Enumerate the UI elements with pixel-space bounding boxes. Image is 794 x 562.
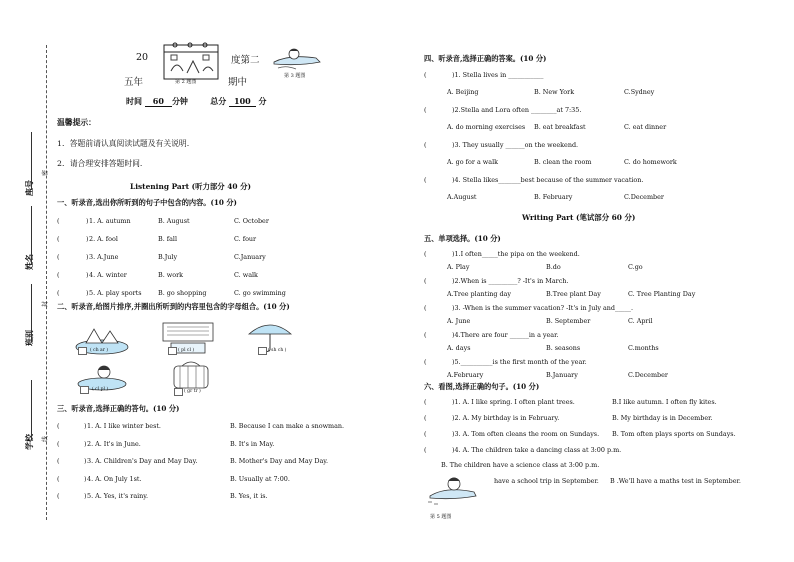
score-unit: 分 [258, 96, 267, 106]
listening-title: Listening Part (听力部分 40 分) [130, 182, 251, 191]
option-c: C. October [234, 217, 269, 225]
binding-class-line [31, 284, 32, 342]
fig2-caption: 第 2 题图 [175, 79, 197, 85]
s2-heading: 二、听录音,给图片排序,并圈出所听到的内容里包含的字母组合。(10 分) [57, 302, 290, 311]
option-a: 3. A. Children's Day and May Day. [87, 457, 198, 465]
answer-paren-open[interactable]: ( [424, 398, 427, 406]
answer-paren-open[interactable]: ( [424, 430, 427, 438]
option-a: A. Play [447, 263, 470, 271]
option-a: A. go for a walk [447, 158, 498, 166]
option-b: B. Yes, it is. [230, 492, 268, 500]
answer-paren-close: ) [84, 439, 87, 448]
s5-heading: 五、单项选择。(10 分) [424, 234, 501, 243]
option-c: C. eat dinner [624, 123, 667, 131]
answer-paren-open[interactable]: ( [424, 250, 427, 258]
answer-paren-open[interactable]: ( [57, 217, 60, 225]
title-line2-b: 期中 [228, 77, 248, 88]
answer-paren-open[interactable]: ( [57, 271, 60, 279]
answer-paren-open[interactable]: ( [424, 141, 427, 149]
binding-seat-line [31, 132, 32, 190]
option-a: )1. A. I like spring. I often plant trees. [452, 398, 575, 406]
option-b: B. eat breakfast [534, 123, 586, 131]
option-a: A.February [447, 371, 484, 379]
answer-paren-open[interactable]: ( [57, 439, 60, 448]
answer-paren-open[interactable]: ( [57, 253, 60, 261]
binding-school-label: 学校 [24, 434, 34, 450]
answer-paren-open[interactable]: ( [57, 492, 60, 500]
binding-seat-label: 座号 [24, 180, 34, 196]
option-c: C.December [628, 371, 668, 379]
question-text: )1.I often_____the pipa on the weekend. [452, 250, 580, 258]
answer-paren-open[interactable]: ( [424, 176, 427, 184]
option-b: B. It's in May. [230, 439, 275, 448]
option-b: B.Tree plant Day [546, 290, 601, 298]
option-c: C. Tree Planting Day [628, 290, 696, 298]
writing-title: Writing Part (笔试部分 60 分) [522, 213, 636, 222]
binding-mark-mi: 密 [42, 169, 49, 176]
option-b: B. New York [534, 88, 575, 96]
time-label: 时间 [126, 96, 142, 106]
question-text: )4. Stella likes_______best because of the summer vacation. [452, 176, 644, 184]
s2-answer-box-1[interactable] [78, 347, 87, 355]
answer-paren-close: ) [86, 217, 89, 225]
score-value: 100 [229, 96, 256, 107]
s6-fig5-caption: 第 5 题图 [430, 514, 452, 520]
s2-label-5: ( gr tr ) [184, 389, 201, 394]
answer-paren-close: ) [84, 492, 87, 500]
s3-heading: 三、听录音,选择正确的答句。(10 分) [57, 404, 180, 413]
s2-answer-box-2[interactable] [168, 347, 177, 355]
binding-mark-xian: 线 [42, 435, 49, 442]
title-line2-a: 五年 [124, 77, 144, 88]
option-b: B. Usually at 7:00. [230, 474, 290, 483]
time-row [126, 96, 267, 107]
option-a: 4. A. winter [89, 271, 127, 279]
option-b: B. February [534, 193, 573, 201]
option-a: A. June [447, 317, 471, 325]
answer-paren-open[interactable]: ( [424, 304, 427, 312]
answer-paren-close: ) [84, 474, 87, 483]
option-c: C.months [628, 344, 659, 352]
binding-dashed-line [46, 45, 47, 520]
option-c: C.December [624, 193, 664, 201]
s2-label-3: ( sh ch ) [268, 348, 287, 353]
answer-paren-close: ) [86, 253, 89, 261]
binding-name-label: 姓名 [24, 254, 34, 270]
kid-flying-picture [270, 46, 322, 72]
answer-paren-open[interactable]: ( [424, 106, 427, 114]
s1-heading: 一、听录音,选出你所听到的句子中包含的内容。(10 分) [57, 198, 237, 207]
binding-name-line [31, 206, 32, 264]
title-part2: 度第二 [231, 55, 260, 66]
question-text: )2.Stella and Lora often ________at 7:35. [452, 106, 582, 114]
answer-paren-close: ) [84, 422, 87, 430]
option-b: B. August [158, 217, 190, 225]
score-label: 总分 [210, 96, 227, 106]
question-text: )2.When is _________? -It's in March. [452, 277, 569, 285]
time-value: 60 [145, 96, 172, 107]
answer-paren-close: ) [86, 289, 89, 297]
question-text: )4.There are four ______in a year. [452, 331, 559, 339]
option-c: C.January [234, 253, 266, 261]
s4-heading: 四、听录音,选择正确的答案。(10 分) [424, 54, 547, 63]
option-a: A. Beijing [447, 88, 479, 96]
s6-row4-option-b: B. The children have a science class at 3:00 p.m. [441, 461, 600, 469]
fig3-caption: 第 3 题图 [284, 73, 306, 79]
answer-paren-open[interactable]: ( [424, 331, 427, 339]
s2-answer-box-4[interactable] [80, 386, 89, 394]
option-a: 5. A. Yes, it's rainy. [87, 492, 149, 500]
option-a: 2. A. It's in June. [87, 439, 141, 448]
option-c: C. April [628, 317, 653, 325]
option-a: )3. A. Tom often cleans the room on Sundays. [452, 430, 600, 438]
option-a: A. do morning exercises [447, 123, 526, 131]
option-c: C. four [234, 235, 257, 243]
answer-paren-open[interactable]: ( [424, 277, 427, 285]
option-b: B. Mother's Day and May Day. [230, 457, 329, 465]
option-c: C.go [628, 263, 643, 271]
option-a: 3. A.June [89, 253, 119, 261]
binding-school-line [31, 380, 32, 440]
answer-paren-close: ) [84, 457, 87, 465]
answer-paren-open[interactable]: ( [57, 422, 60, 430]
s6-fig5-picture [424, 472, 480, 508]
option-b: B. My birthday is in December. [612, 414, 713, 422]
title-part1: 20 [136, 52, 149, 63]
answer-paren-open[interactable]: ( [424, 71, 427, 79]
option-a: 1. A. autumn [89, 217, 131, 225]
option-a: A.Tree planting day [447, 290, 511, 298]
binding-mark-feng: 封 [42, 300, 49, 307]
option-b: B. September [546, 317, 591, 325]
s6-heading: 六、看图,选择正确的句子。(10 分) [424, 382, 540, 391]
tip-1: 1．答题前请认真阅读试题及有关说明. [57, 139, 190, 148]
s6-row5-option-a: have a school trip in September. [494, 477, 599, 485]
s2-answer-box-5[interactable] [174, 388, 183, 396]
option-b: B.July [158, 253, 178, 261]
s2-label-1: ( ch ar ) [90, 348, 109, 353]
question-text: )1. Stella lives in ___________ [452, 71, 544, 79]
option-b: B.January [546, 371, 578, 379]
option-c: C. do homework [624, 158, 677, 166]
option-a: A.August [447, 193, 477, 201]
option-b: B. go shopping [158, 289, 207, 297]
option-c: C. walk [234, 271, 258, 279]
option-a: A. days [447, 344, 471, 352]
tips-title: 温馨提示： [57, 118, 96, 127]
s2-label-2: ( pl cl ) [178, 348, 195, 353]
answer-paren-open[interactable]: ( [57, 457, 60, 465]
s2-label-4: ( cl pl ) [92, 387, 109, 392]
answer-paren-close: ) [86, 235, 89, 243]
option-a: 5. A. play sports [89, 289, 142, 297]
option-a: 4. A. On July 1st. [87, 474, 142, 483]
option-b: B.do [546, 263, 561, 271]
option-b: B. clean the room [534, 158, 592, 166]
answer-paren-open[interactable]: ( [424, 414, 427, 422]
answer-paren-open[interactable]: ( [57, 474, 60, 483]
option-a: 1. A. I like winter best. [87, 422, 161, 430]
option-a: 2. A. fool [89, 235, 118, 243]
binding-class-label: 班别 [24, 330, 34, 346]
question-text: )3. They usually ______on the weekend. [452, 141, 579, 149]
option-c: C.Sydney [624, 88, 655, 96]
answer-paren-open[interactable]: ( [57, 235, 60, 243]
option-c: C. go swimming [234, 289, 286, 297]
s2-answer-box-3[interactable] [258, 347, 267, 355]
tip-2: 2．请合理安排答题时间. [57, 159, 143, 168]
s6-row5-option-b: B .We'll have a maths test in September. [610, 477, 741, 485]
answer-paren-open[interactable]: ( [424, 446, 427, 454]
answer-paren-close: ) [86, 271, 89, 279]
question-text: )5.__________is the first month of the year. [452, 358, 587, 366]
option-b: B. seasons [546, 344, 581, 352]
question-text: )3. -When is the summer vacation? -It's in July and_____. [452, 304, 634, 312]
option-b: B.I like autumn. I often fly kites. [612, 398, 717, 406]
option-a: )2. A. My birthday is in February. [452, 414, 560, 422]
option-b: B. Tom often plays sports on Sundays. [612, 430, 736, 438]
option-b: B. Because I can make a snowman. [230, 422, 345, 430]
answer-paren-open[interactable]: ( [424, 358, 427, 366]
time-unit: 分钟 [171, 96, 188, 106]
option-a: )4. A. The children take a dancing class at 3:00 p.m. [452, 446, 622, 454]
option-b: B. fall [158, 235, 178, 243]
answer-paren-open[interactable]: ( [57, 289, 60, 297]
option-b: B. work [158, 271, 184, 279]
